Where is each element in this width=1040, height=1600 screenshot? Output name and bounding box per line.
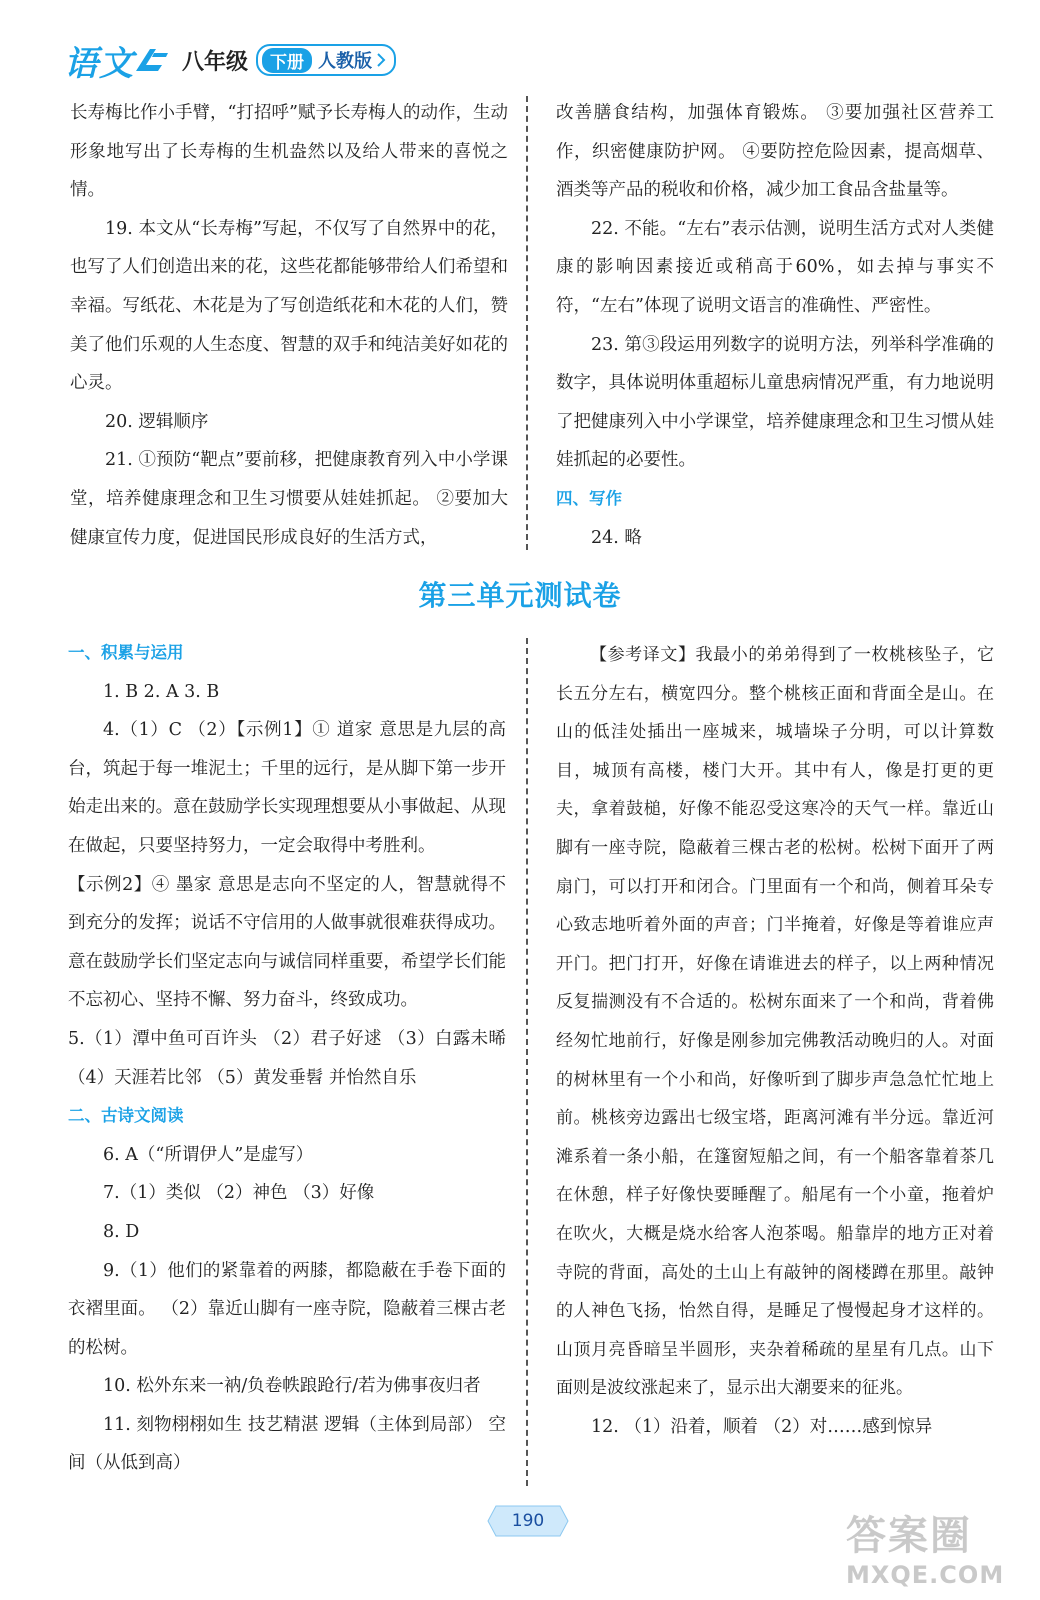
answer-paragraph: 5.（1）潭中鱼可百许头 （2）君子好逑 （3）白露未晞 （4）天涯若比邻 （5）黄发垂髫 并怡然自乐: [68, 1028, 506, 1088]
answer-paragraph: 4.（1）C （2）【示例1】① 道家 意思是九层的高台，筑起于每一堆泥土；千里的远行，是从脚下第一步开始走出来的。意在鼓励学长实现理想要从小事做起、从现在做起，只要坚持努力，一定会取得中考胜利。: [68, 720, 506, 856]
column-divider: [526, 96, 528, 550]
answer-paragraph: 长寿梅比作小手臂，“打招呼”赋予长寿梅人的动作，生动形象地写出了长寿梅的生机盎然以及给人带来的喜悦之情。: [70, 103, 508, 201]
watermark: [846, 1504, 1004, 1589]
answer-paragraph: 20. 逻辑顺序: [105, 411, 209, 432]
answer-paragraph: 二、古诗文阅读: [68, 1106, 184, 1126]
brand-logo: 语文: [64, 43, 134, 84]
answer-paragraph: 6. A（“所谓伊人”是虚写）: [103, 1144, 314, 1165]
column-divider: [526, 638, 528, 1486]
answer-paragraph: 11. 刻物栩栩如生 技艺精湛 逻辑（主体到局部） 空间（从低到高）: [68, 1414, 506, 1474]
answer-paragraph: 24. 略: [591, 527, 642, 548]
answer-paragraph: 8. D: [103, 1221, 140, 1242]
edition-label: 人教版: [318, 51, 373, 72]
translation-paragraph: 【参考译文】我最小的弟弟得到了一枚桃核坠子，它长五分左右，横宽四分。整个桃核正面和背面全是山。在山的低洼处插出一座城来，城墙垛子分明，可以计算数目，城顶有高楼，楼门大开。其中有人，像是打更的更夫，拿着鼓槌，好像不能忍受这寒冷的天气一样。靠近山脚有一座寺院，隐蔽着三棵古老的松树。松树下面开了两扇门，可以打开和闭合。门里面有一个和尚，侧着耳朵专心致志地听着外面的声音；门半掩着，好像是等着谁应声开门。把门打开，好像在请谁进去的样子，以上两种情况反复揣测没有不合适的。松树东面来了一个和尚，背着佛经匆忙地前行，好像是刚参加完佛教活动晚归的人。对面的树林里有一个小和尚，好像听到了脚步声急急忙忙地上前。桃核旁边露出七级宝塔，距离河滩有半分远。靠近河滩系着一条小船，在篷窗短船之间，有一个船客靠着茶几在休憩，样子好像快要睡醒了。船尾有一个小童，拖着炉在吹火，大概是烧水给客人泡茶喝。船靠岸的地方正对着寺院的背面，高处的土山上有敲钟的阁楼蹲在那里。敲钟的人神色飞扬，怡然自得，是睡足了慢慢起身才这样的。山顶月亮昏暗呈半圆形，夹杂着稀疏的星星有几点。山下面则是波纹涨起来了，显示出大潮要来的征兆。: [556, 645, 994, 1399]
page-number: [486, 1504, 570, 1538]
page-header: [64, 38, 396, 82]
answer-paragraph: 19. 本文从“长寿梅”写起，不仅写了自然界中的花，也写了人们创造出来的花，这些花都能够带给人们希望和幸福。写纸花、木花是为了写创造纸花和木花的人们，赞美了他们乐观的人生态度、智慧的双手和纯洁美好如花的心灵。: [70, 218, 508, 394]
answer-paragraph: 四、写作: [556, 488, 622, 508]
chevron-right-icon: [376, 53, 386, 67]
brand-swoosh-icon: [132, 43, 172, 77]
watermark-url: MXQE.COM: [846, 1561, 1005, 1589]
answer-paragraph: 12. （1）沿着，顺着 （2）对……感到惊异: [591, 1416, 933, 1437]
bottom-left-column: [68, 634, 506, 1483]
answer-paragraph: 【示例2】④ 墨家 意思是志向不坚定的人，智慧就得不到充分的发挥；说话不守信用的人做事就很难获得成功。意在鼓励学长们坚定志向与诚信同样重要，希望学长们能不忘初心、坚持不懈、努力奋斗，终致成功。: [68, 874, 506, 1011]
answer-paragraph: 改善膳食结构，加强体育锻炼。 ③要加强社区营养工作，织密健康防护网。 ④要防控危险因素，提高烟草、酒类等产品的税收和价格，减少加工食品含盐量等。: [556, 103, 994, 201]
answer-paragraph: 一、积累与运用: [68, 643, 184, 662]
top-left-column: [70, 94, 508, 557]
page-number-text: 190: [511, 1511, 545, 1531]
bottom-right-column: [556, 636, 994, 1446]
answer-paragraph: 10. 松外东来一衲/负卷帙踉跄行/若为佛事夜归者: [103, 1376, 481, 1397]
answer-paragraph: 7.（1）类似 （2）神色 （3）好像: [103, 1183, 375, 1204]
answer-paragraph: 23. 第③段运用列数字的说明方法，列举科学准确的数字，具体说明体重超标儿童患病情况严重，有力地说明了把健康列入中小学课堂，培养健康理念和卫生习惯从娃娃抓起的必要性。: [556, 334, 994, 471]
top-right-column: [556, 94, 994, 557]
answer-paragraph: 22. 不能。“左右”表示估测，说明生活方式对人类健康的影响因素接近或稍高于60%，如去掉与事实不符，“左右”体现了说明文语言的准确性、严密性。: [556, 218, 994, 316]
answer-paragraph: 21. ①预防“靶点”要前移，把健康教育列入中小学课堂，培养健康理念和卫生习惯要从娃娃抓起。 ②要加大健康宣传力度，促进国民形成良好的生活方式，: [70, 450, 508, 548]
answer-paragraph: 1. B 2. A 3. B: [103, 681, 220, 702]
watermark-title: 答案圈: [846, 1513, 972, 1559]
edition-tag: [256, 44, 396, 76]
unit-title: 第三单元测试卷: [418, 579, 622, 612]
grade-label: 八年级: [182, 49, 249, 75]
answer-paragraph: 9.（1）他们的紧靠着的两膝，都隐蔽在手卷下面的衣褶里面。 （2）靠近山脚有一座寺院，隐蔽着三棵古老的松树。: [68, 1260, 506, 1358]
volume-badge: 下册: [262, 48, 312, 73]
